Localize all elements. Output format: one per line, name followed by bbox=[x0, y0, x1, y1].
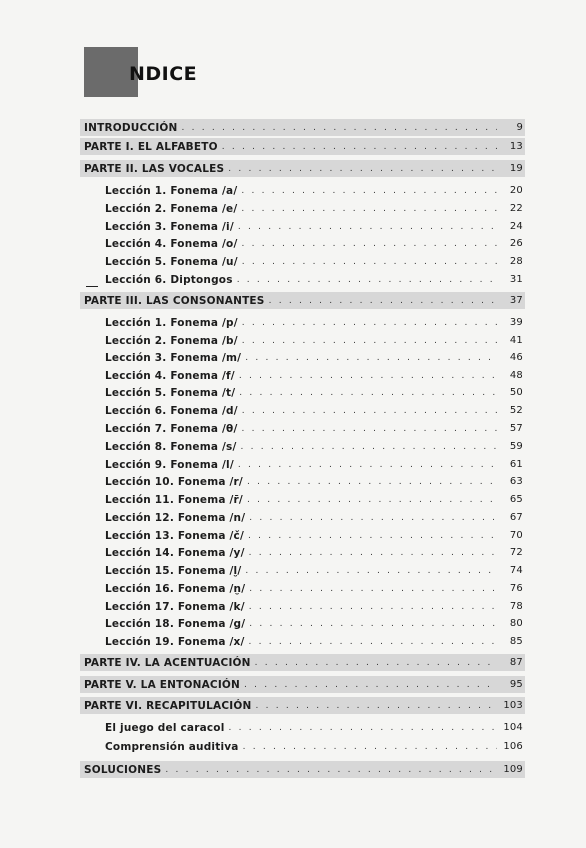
toc-entry-row bbox=[80, 349, 525, 366]
toc-entry-label: Lección 9. Fonema /l/ bbox=[105, 458, 234, 471]
toc-entry-label: PARTE I. EL ALFABETO bbox=[84, 140, 218, 153]
toc-page-number: 19 bbox=[509, 163, 523, 174]
dot-leader bbox=[255, 701, 497, 711]
toc-entry-label: Lección 19. Fonema /x/ bbox=[105, 635, 245, 648]
toc-page-number: 46 bbox=[509, 352, 523, 363]
toc-page-number: 72 bbox=[509, 547, 523, 558]
toc-entry-row bbox=[80, 253, 525, 270]
toc-entry-row bbox=[80, 491, 525, 508]
toc-entry-row bbox=[80, 456, 525, 473]
toc-entry-label: Lección 12. Fonema /n/ bbox=[105, 511, 246, 524]
dot-leader bbox=[222, 142, 497, 152]
toc-entry-label: Lección 2. Fonema /b/ bbox=[105, 334, 238, 347]
dot-leader bbox=[241, 239, 497, 249]
dot-leader bbox=[242, 318, 497, 328]
toc-part-row bbox=[80, 292, 525, 309]
toc-entry-label: Lección 6. Fonema /d/ bbox=[105, 404, 238, 417]
toc-page-number: 63 bbox=[509, 476, 523, 487]
toc-entry-label: PARTE II. LAS VOCALES bbox=[84, 162, 225, 175]
toc-page-number: 26 bbox=[509, 238, 523, 249]
dot-leader bbox=[248, 531, 497, 541]
toc-entry-label: PARTE IV. LA ACENTUACIÓN bbox=[84, 656, 251, 669]
toc-entry-label: PARTE VI. RECAPITULACIÓN bbox=[84, 699, 252, 712]
toc-page-number: 22 bbox=[509, 203, 523, 214]
dot-leader bbox=[165, 765, 497, 775]
toc-page-number: 76 bbox=[509, 583, 523, 594]
toc-part-row bbox=[80, 697, 525, 714]
toc-entry-row bbox=[80, 509, 525, 526]
toc-page-number: 61 bbox=[509, 459, 523, 470]
dot-leader bbox=[241, 204, 497, 214]
toc-entry-row bbox=[80, 384, 525, 401]
toc-entry-label: El juego del caracol bbox=[105, 721, 225, 734]
toc-entry-label: Lección 4. Fonema /f/ bbox=[105, 369, 235, 382]
toc-entry-label: Lección 4. Fonema /o/ bbox=[105, 237, 238, 250]
dot-leader bbox=[244, 680, 497, 690]
dot-leader bbox=[247, 495, 497, 505]
toc-entry-label: Lección 17. Fonema /k/ bbox=[105, 600, 245, 613]
dot-leader bbox=[242, 336, 497, 346]
toc-page-number: 41 bbox=[509, 335, 523, 346]
toc-part-row bbox=[80, 654, 525, 671]
toc-page-number: 13 bbox=[509, 141, 523, 152]
toc-entry-label: SOLUCIONES bbox=[84, 763, 162, 776]
toc-entry-label: Lección 5. Fonema /u/ bbox=[105, 255, 238, 268]
toc-entry-row bbox=[80, 182, 525, 199]
dot-leader bbox=[249, 619, 497, 629]
toc-part-row bbox=[80, 119, 525, 136]
dot-leader bbox=[228, 164, 497, 174]
toc-entry-row bbox=[80, 562, 525, 579]
toc-entry-row bbox=[80, 314, 525, 331]
dot-leader bbox=[238, 460, 497, 470]
toc-page-number: 78 bbox=[509, 601, 523, 612]
toc-entry-row bbox=[80, 580, 525, 597]
toc-page-number: 109 bbox=[503, 764, 523, 775]
toc-entry-label: Lección 13. Fonema /č/ bbox=[105, 529, 244, 542]
toc-page-number: 95 bbox=[509, 679, 523, 690]
toc-page-number: 28 bbox=[509, 256, 523, 267]
toc-page-number: 48 bbox=[509, 370, 523, 381]
dot-leader bbox=[239, 371, 497, 381]
toc-entry-row bbox=[80, 615, 525, 632]
dot-leader bbox=[238, 222, 497, 232]
toc-entry-row bbox=[80, 719, 525, 736]
toc-page-number: 104 bbox=[503, 722, 523, 733]
toc-entry-row bbox=[80, 200, 525, 217]
toc-entry-label: Lección 3. Fonema /m/ bbox=[105, 351, 242, 364]
toc-part-row bbox=[80, 138, 525, 155]
toc-page-number: 74 bbox=[509, 565, 523, 576]
toc-page-number: 24 bbox=[509, 221, 523, 232]
toc-page-number: 37 bbox=[509, 295, 523, 306]
toc-entry-row bbox=[80, 402, 525, 419]
dot-leader bbox=[241, 424, 497, 434]
toc-entry-row bbox=[80, 271, 525, 288]
toc-entry-row bbox=[80, 738, 525, 755]
toc-entry-label: Lección 16. Fonema /n̮/ bbox=[105, 582, 246, 595]
toc-entry-row bbox=[80, 438, 525, 455]
dot-leader bbox=[249, 513, 497, 523]
toc-page-number: 9 bbox=[516, 122, 523, 133]
toc-page-number: 103 bbox=[503, 700, 523, 711]
toc-part-row bbox=[80, 676, 525, 693]
toc-entry-row bbox=[80, 544, 525, 561]
toc-entry-label: PARTE III. LAS CONSONANTES bbox=[84, 294, 265, 307]
dot-leader bbox=[229, 723, 497, 733]
toc-page-number: 85 bbox=[509, 636, 523, 647]
toc-page-number: 87 bbox=[509, 657, 523, 668]
toc-part-row bbox=[80, 761, 525, 778]
toc-entry-label: Lección 10. Fonema /r/ bbox=[105, 475, 243, 488]
toc-page-number: 57 bbox=[509, 423, 523, 434]
toc-entry-label: Lección 5. Fonema /t/ bbox=[105, 386, 236, 399]
toc-entry-label: Lección 15. Fonema /l̮/ bbox=[105, 564, 242, 577]
dot-leader bbox=[247, 477, 497, 487]
dot-leader bbox=[242, 257, 497, 267]
dot-leader bbox=[245, 353, 497, 363]
dot-leader bbox=[243, 742, 497, 752]
dot-leader bbox=[249, 548, 497, 558]
toc-entry-row bbox=[80, 218, 525, 235]
toc-entry-row bbox=[80, 473, 525, 490]
dot-leader bbox=[241, 442, 497, 452]
toc-entry-label: Lección 18. Fonema /g/ bbox=[105, 617, 246, 630]
toc-page-number: 67 bbox=[509, 512, 523, 523]
toc-page-number: 59 bbox=[509, 441, 523, 452]
toc-page-number: 39 bbox=[509, 317, 523, 328]
toc-page-number: 80 bbox=[509, 618, 523, 629]
toc-entry-label: Lección 2. Fonema /e/ bbox=[105, 202, 238, 215]
page-title: NDICE bbox=[129, 63, 198, 85]
toc-entry-row bbox=[80, 633, 525, 650]
dot-leader bbox=[242, 406, 497, 416]
toc-part-row bbox=[80, 160, 525, 177]
toc-entry-label: Comprensión auditiva bbox=[105, 740, 239, 753]
toc-entry-label: Lección 14. Fonema /y/ bbox=[105, 546, 245, 559]
dot-leader bbox=[249, 602, 497, 612]
dot-leader bbox=[255, 658, 497, 668]
toc-entry-label: Lección 7. Fonema /θ/ bbox=[105, 422, 238, 435]
toc-entry-label: Lección 11. Fonema /r̄/ bbox=[105, 493, 243, 506]
toc-entry-row bbox=[80, 332, 525, 349]
dot-leader bbox=[237, 275, 497, 285]
dot-leader bbox=[249, 637, 497, 647]
toc-page-number: 65 bbox=[509, 494, 523, 505]
toc-page-number: 52 bbox=[509, 405, 523, 416]
dot-leader bbox=[182, 123, 497, 133]
dot-leader bbox=[241, 186, 497, 196]
dot-leader bbox=[269, 296, 497, 306]
dot-leader bbox=[245, 566, 497, 576]
toc-page-number: 70 bbox=[509, 530, 523, 541]
toc-entry-label: Lección 1. Fonema /p/ bbox=[105, 316, 238, 329]
toc-entry-row bbox=[80, 420, 525, 437]
toc-entry-label: Lección 6. Diptongos bbox=[105, 273, 233, 286]
toc-page-number: 31 bbox=[509, 274, 523, 285]
toc-entry-label: Lección 3. Fonema /i/ bbox=[105, 220, 234, 233]
toc-entry-label: Lección 1. Fonema /a/ bbox=[105, 184, 238, 197]
dot-leader bbox=[239, 388, 497, 398]
toc-entry-row bbox=[80, 527, 525, 544]
toc-entry-label: PARTE V. LA ENTONACIÓN bbox=[84, 678, 241, 691]
toc-entry-label: Lección 8. Fonema /s/ bbox=[105, 440, 237, 453]
toc-entry-label: INTRODUCCIÓN bbox=[84, 121, 178, 134]
toc-page-number: 50 bbox=[509, 387, 523, 398]
toc-entry-row bbox=[80, 235, 525, 252]
toc-page-number: 20 bbox=[509, 185, 523, 196]
toc-entry-row bbox=[80, 598, 525, 615]
dot-leader bbox=[249, 584, 497, 594]
toc-entry-row bbox=[80, 367, 525, 384]
toc-page-number: 106 bbox=[503, 741, 523, 752]
